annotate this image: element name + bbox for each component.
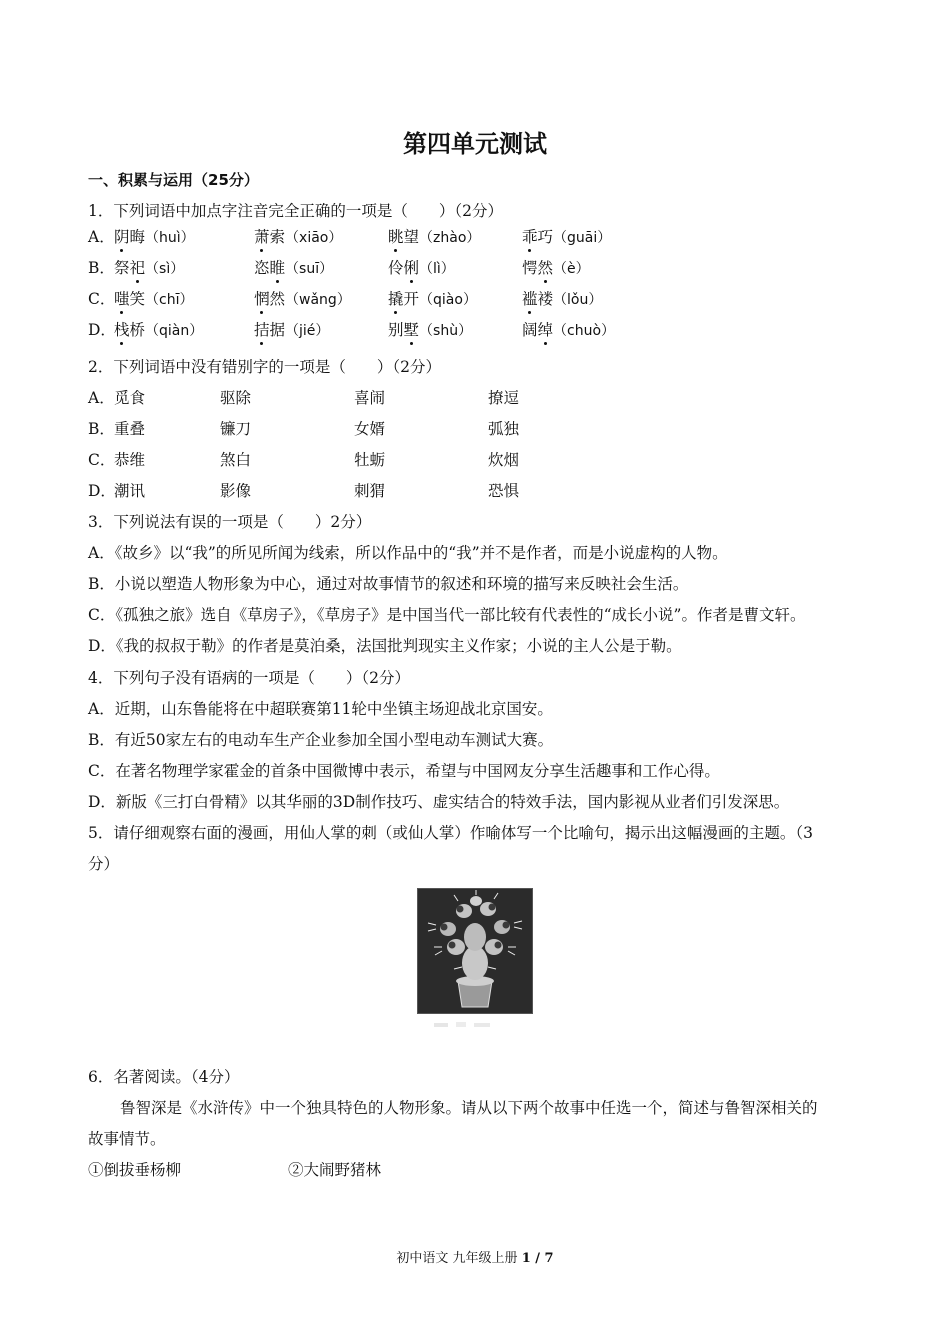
question-1-stem: 1．下列词语中加点字注音完全正确的一项是（ ）（2分） <box>88 202 503 220</box>
question-3-option-c: C．《孤独之旅》选自《草房子》，《草房子》是中国当代一部比较有代表性的“成长小说”。作者是曹文轩。 <box>88 606 806 624</box>
word-part: 据 <box>269 321 286 339</box>
question-5-stem-cont: 分） <box>88 855 120 873</box>
option-letter: D． <box>88 482 116 500</box>
question-2-row <box>88 481 788 501</box>
choice-1: ①倒拔垂杨柳 <box>88 1161 182 1179</box>
question-1-row <box>88 289 788 309</box>
option-word: 恐惧 <box>488 482 520 500</box>
dotted-char: 惘 <box>254 290 270 308</box>
option-item <box>114 289 194 310</box>
question-6-stem: 6．名著阅读。（4分） <box>88 1068 240 1086</box>
option-item <box>388 227 480 248</box>
option-word: 影像 <box>220 482 252 500</box>
option-letter: D． <box>88 321 116 339</box>
word-part: 愕 <box>522 259 538 277</box>
page-footer <box>0 1247 950 1266</box>
option-item <box>114 320 203 341</box>
option-letter: B． <box>88 259 115 277</box>
option-word: 恭维 <box>114 451 146 469</box>
question-3-option-a: A．《故乡》以“我”的所见所闻为线索，所以作品中的“我”并不是作者，而是小说虚构的人物。 <box>88 544 728 562</box>
dotted-char: 睢 <box>269 259 286 277</box>
option-word: 炊烟 <box>488 451 520 469</box>
option-item <box>522 289 602 310</box>
question-2-row <box>88 388 788 408</box>
question-2-row <box>88 450 788 470</box>
word-part: 开 <box>403 290 420 308</box>
pinyin: （suī） <box>285 261 334 277</box>
footer-text: 初中语文 九年级上册 <box>396 1251 522 1266</box>
option-letter: C． <box>88 451 116 469</box>
word-part: 伶 <box>388 259 404 277</box>
word-part: 桥 <box>129 321 146 339</box>
dotted-char: 撬 <box>388 290 404 308</box>
word-part: 晦 <box>129 228 146 246</box>
option-item <box>254 320 329 341</box>
page-title: 第四单元测试 <box>403 130 547 158</box>
word-part: 望 <box>403 228 420 246</box>
option-letter: A． <box>88 228 115 246</box>
option-item <box>522 227 611 248</box>
option-letter: A． <box>88 389 115 407</box>
question-3-option-b: B．小说以塑造人物形象为中心，通过对故事情节的叙述和环境的描写来反映社会生活。 <box>88 575 689 593</box>
pinyin: （qiào） <box>419 292 477 308</box>
option-word: 撩逗 <box>488 389 520 407</box>
pinyin: （sì） <box>145 261 185 277</box>
option-word: 潮讯 <box>114 482 146 500</box>
option-word: 镰刀 <box>220 420 252 438</box>
dotted-char: 嗤 <box>114 290 130 308</box>
dotted-char: 萧 <box>254 228 270 246</box>
option-letter: C． <box>88 290 116 308</box>
question-6-paragraph: 鲁智深是《水浒传》中一个独具特色的人物形象。请从以下两个故事中任选一个，简述与鲁智深相关的 <box>120 1099 818 1117</box>
option-word: 喜闹 <box>354 389 386 407</box>
question-1-row <box>88 227 788 247</box>
dotted-char: 墅 <box>403 321 420 339</box>
pinyin: （qiàn） <box>145 323 204 339</box>
pinyin: （wǎng） <box>285 292 351 308</box>
word-part: 索 <box>269 228 286 246</box>
option-item <box>388 258 455 279</box>
word-part: 阔 <box>522 321 538 339</box>
option-item <box>388 320 472 341</box>
question-4-stem: 4．下列句子没有语病的一项是（ ）（2分） <box>88 669 410 687</box>
option-word: 重叠 <box>114 420 146 438</box>
option-word: 牡蛎 <box>354 451 386 469</box>
option-word: 煞白 <box>220 451 252 469</box>
pinyin: （lì） <box>419 261 455 277</box>
option-item <box>522 320 615 341</box>
word-part: 然 <box>269 290 286 308</box>
question-6-paragraph-cont: 故事情节。 <box>88 1130 166 1148</box>
question-4-option-a: A．近期，山东鲁能将在中超联赛第11轮中坐镇主场迎战北京国安。 <box>88 700 553 718</box>
page-number: 1 / 7 <box>521 1251 554 1266</box>
question-4-option-b: B．有近50家左右的电动车生产企业参加全国小型电动车测试大赛。 <box>88 731 554 749</box>
dotted-char: 阴 <box>114 228 130 246</box>
option-item <box>114 258 184 279</box>
word-part: 恣 <box>254 259 270 277</box>
dotted-char: 绰 <box>537 321 554 339</box>
option-word: 觅食 <box>114 389 146 407</box>
dotted-char: 俐 <box>403 259 420 277</box>
option-item <box>254 258 333 279</box>
comic-caption-smudge <box>432 1016 512 1028</box>
pinyin: （chuò） <box>553 323 616 339</box>
question-3-option-d: D．《我的叔叔于勒》的作者是莫泊桑，法国批判现实主义作家；小说的主人公是于勒。 <box>88 637 682 655</box>
option-word: 驱除 <box>220 389 252 407</box>
dotted-char: 眺 <box>388 228 404 246</box>
word-part: 褛 <box>537 290 554 308</box>
question-4-option-d: D．新版《三打白骨精》以其华丽的3D制作技巧、虚实结合的特效手法，国内影视从业者们引发深思。 <box>88 793 790 811</box>
pinyin: （lǒu） <box>553 292 603 308</box>
question-5-stem: 5．请仔细观察右面的漫画，用仙人掌的刺（或仙人掌）作喻体写一个比喻句，揭示出这幅漫画的主题。（3 <box>88 824 813 842</box>
option-word: 刺猬 <box>354 482 386 500</box>
cactus-comic-illustration <box>417 888 533 1014</box>
section-heading: 一、积累与运用（25分） <box>88 171 259 189</box>
question-1-row <box>88 320 788 340</box>
question-4-option-c: C．在著名物理学家霍金的首条中国微博中表示，希望与中国网友分享生活趣事和工作心得。 <box>88 762 720 780</box>
dotted-char: 拮 <box>254 321 270 339</box>
question-2-stem: 2．下列词语中没有错别字的一项是（ ）（2分） <box>88 358 441 376</box>
option-item <box>522 258 590 279</box>
question-3-stem: 3．下列说法有误的一项是（ ）2分） <box>88 513 372 531</box>
option-item <box>114 227 195 248</box>
question-2-row <box>88 419 788 439</box>
pinyin: （chī） <box>145 292 194 308</box>
word-part: 笑 <box>129 290 146 308</box>
option-word: 女婿 <box>354 420 386 438</box>
pinyin: （jié） <box>285 323 330 339</box>
pinyin: （guāi） <box>553 230 612 246</box>
word-part: 巧 <box>537 228 554 246</box>
word-part: 别 <box>388 321 404 339</box>
option-item <box>254 289 351 310</box>
pinyin: （zhào） <box>419 230 481 246</box>
question-6-choices <box>88 1160 488 1180</box>
pinyin: （è） <box>553 261 590 277</box>
pinyin: （huì） <box>145 230 195 246</box>
dotted-char: 然 <box>537 259 554 277</box>
word-part: 祭 <box>114 259 130 277</box>
option-letter: B． <box>88 420 115 438</box>
option-item <box>388 289 477 310</box>
dotted-char: 乖 <box>522 228 538 246</box>
pinyin: （xiāo） <box>285 230 343 246</box>
option-item <box>254 227 342 248</box>
dotted-char: 褴 <box>522 290 538 308</box>
dotted-char: 祀 <box>129 259 146 277</box>
question-1-row <box>88 258 788 278</box>
pinyin: （shù） <box>419 323 473 339</box>
dotted-char: 栈 <box>114 321 130 339</box>
choice-2: ②大闹野猪林 <box>288 1161 382 1179</box>
option-word: 弧独 <box>488 420 520 438</box>
